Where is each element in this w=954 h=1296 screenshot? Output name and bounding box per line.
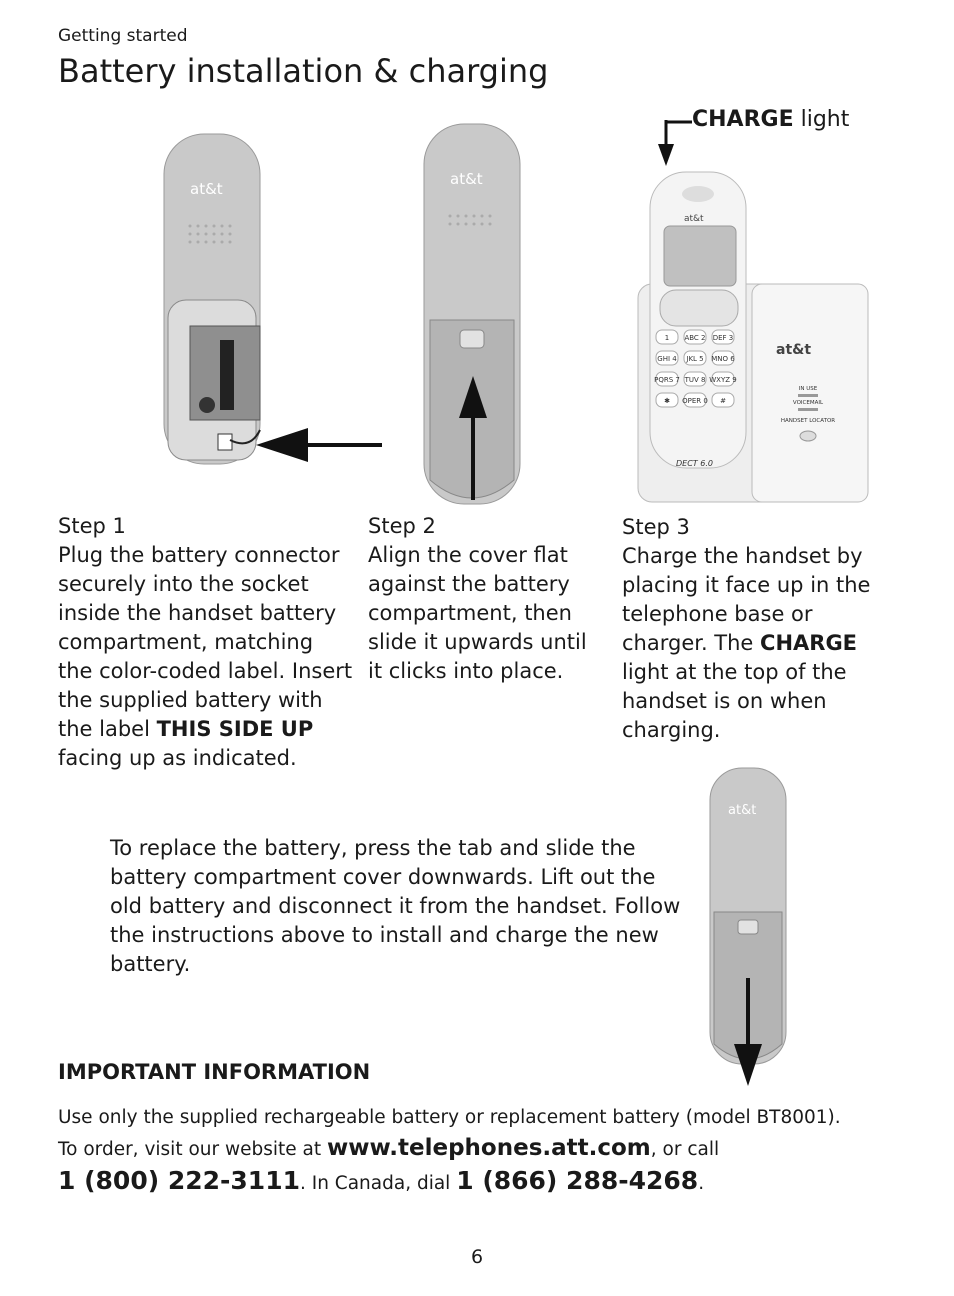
step-3-body: Charge the handset by placing it face up in the telephone base or charger. The CHARGE light at the top of the handset is on when charging. [622, 544, 871, 742]
step-3 [622, 513, 902, 745]
svg-text:#: # [720, 397, 726, 405]
svg-text:ABC 2: ABC 2 [684, 334, 706, 342]
step-2-body: Align the cover flat against the battery compartment, then slide it upwards until it clicks into place. [368, 543, 587, 683]
base-brand-logo: at&t [776, 342, 812, 358]
step-1 [58, 512, 353, 773]
svg-text:PQRS 7: PQRS 7 [654, 376, 680, 384]
brand-logo: at&t [728, 803, 757, 818]
step-1-heading: Step 1 [58, 514, 126, 538]
svg-text:DEF 3: DEF 3 [712, 334, 734, 342]
step3-illustration [636, 114, 876, 506]
step1-illustration [160, 130, 400, 470]
step-2-heading: Step 2 [368, 514, 436, 538]
website-link[interactable]: www.telephones.att.com [327, 1135, 651, 1161]
svg-text:1: 1 [664, 334, 670, 342]
svg-text:IN USE: IN USE [798, 386, 818, 392]
step2-illustration [420, 120, 530, 510]
important-heading: IMPORTANT INFORMATION [58, 1060, 371, 1084]
svg-text:HANDSET LOCATOR: HANDSET LOCATOR [780, 418, 836, 424]
charge-light-label: CHARGE light [692, 107, 850, 132]
svg-text:MNO 6: MNO 6 [711, 355, 735, 363]
step-2 [368, 512, 593, 686]
step-3-heading: Step 3 [622, 515, 690, 539]
brand-logo: at&t [190, 180, 223, 198]
section-label: Getting started [58, 26, 188, 46]
svg-text:OPER 0: OPER 0 [682, 397, 708, 405]
dect-logo: DECT 6.0 [676, 459, 713, 468]
brand-logo: at&t [684, 214, 704, 224]
important-text: Use only the supplied rechargeable battery or replacement battery (model BT8001). To order, visit our website at www.telephones.att.com, or call 1 (800) 222-3111. In Canada, dial 1 (866) 288-4268. [58, 1107, 841, 1195]
page-number: 6 [470, 1246, 484, 1268]
svg-text:GHI 4: GHI 4 [657, 355, 677, 363]
phone-us: 1 (800) 222-3111 [58, 1166, 300, 1195]
svg-text:JKL 5: JKL 5 [686, 355, 704, 363]
svg-text:✱: ✱ [664, 397, 670, 405]
page-title: Battery installation & charging [58, 52, 549, 90]
remove-cover-illustration [706, 764, 796, 1094]
svg-text:WXYZ 9: WXYZ 9 [709, 376, 737, 384]
phone-canada: 1 (866) 288-4268 [456, 1166, 699, 1195]
svg-text:TUV 8: TUV 8 [684, 376, 706, 384]
step-1-body: Plug the battery connector securely into the socket inside the handset battery compartment, matching the color-coded label. Insert the supplied battery with the label THIS SIDE UP facing up as indicated. [58, 543, 353, 770]
svg-text:VOICEMAIL: VOICEMAIL [792, 400, 824, 406]
brand-logo: at&t [450, 170, 483, 188]
replace-instructions: To replace the battery, press the tab and slide the battery compartment cover downwards. Lift out the old battery and disconnect it from the handset. Follow the instructions above to install and charge the new battery. [110, 836, 681, 976]
